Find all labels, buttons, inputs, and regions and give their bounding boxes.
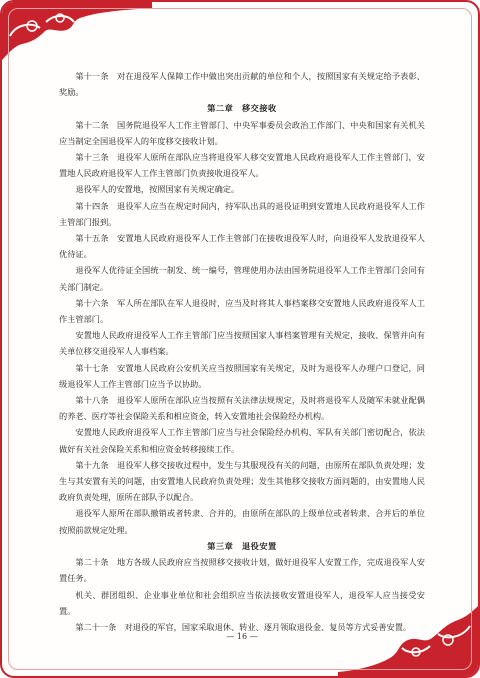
- chapter-2-heading: 第二章 移交接收: [207, 103, 277, 114]
- cloud-ornament-top-left-icon: [2, 2, 152, 62]
- article-20: 第二十条 地方各级人民政府应当按照移交接收计划，做好退役军人安置工作，完成退役军人安置任务。: [59, 557, 425, 584]
- article-17: 第十七条 安置地人民政府公安机关应当按照国家有关规定，及时为退役军人办理户口登记，同级退役军人工作主管部门应当予以协助。: [59, 362, 425, 389]
- article-15-para-2: 退役军人优待证全国统一制发、统一编号，管理使用办法由国务院退役军人工作主管部门会同有关部门制定。: [59, 265, 425, 292]
- chapter-3-heading: 第三章 退役安置: [207, 540, 277, 551]
- article-11: 第十一条 对在退役军人保障工作中做出突出贡献的单位和个人，按照国家有关规定给予表彰、奖励。: [59, 71, 425, 98]
- article-13: 第十三条 退役军人原所在部队应当将退役军人移交安置地人民政府退役军人工作主管部门，安置地人民政府退役军人工作主管部门负责接收退役军人。: [59, 152, 425, 179]
- article-13-para-2: 退役军人的安置地，按照国家有关规定确定。: [75, 184, 240, 195]
- article-18: 第十八条 退役军人原所在部队应当按照有关法律法规规定，及时将退役军人及随军未就业配偶的养老、医疗等社会保险关系和相应资金，转入安置地社会保险经办机构。: [59, 395, 425, 422]
- article-20-para-2: 机关、群团组织、企业事业单位和社会组织应当依法接收安置退役军人，退役军人应当接受安置。: [59, 589, 425, 616]
- article-16: 第十六条 军人所在部队在军人退役时，应当及时将其人事档案移交安置地人民政府退役军人工作主管部门。: [59, 297, 425, 325]
- article-14: 第十四条 退役军人应当在规定时间内，持军队出具的退役证明到安置地人民政府退役军人工作主管部门报到。: [59, 200, 425, 227]
- article-21: 第二十一条 对退役的军官，国家采取退休、转业、逐月领取退役金、复员等方式妥善安置。: [75, 621, 412, 632]
- page-number: — 16 —: [226, 632, 258, 641]
- document-body: [59, 68, 425, 635]
- article-18-para-2: 安置地人民政府退役军人工作主管部门应当与社会保险经办机构、军队有关部门密切配合，依法做好有关社会保险关系和相应资金转移接续工作。: [59, 427, 425, 454]
- article-15: 第十五条 安置地人民政府退役军人工作主管部门在接收退役军人时，向退役军人发放退役军人优待证。: [59, 233, 425, 260]
- article-12: 第十二条 国务院退役军人工作主管部门、中央军事委员会政治工作部门、中央和国家有关机关应当制定全国退役军人的年度移交接收计划。: [59, 119, 425, 146]
- article-16-para-2: 安置地人民政府退役军人工作主管部门应当按照国家人事档案管理有关规定，接收、保管并向有关单位移交退役军人人事档案。: [59, 330, 425, 357]
- article-19: 第十九条 退役军人移交接收过程中，发生与其服现役有关的问题，由原所在部队负责处理；发生与其安置有关的问题，由安置地人民政府负责处理；发生其他移交接收方面问题的，由安置地人民政府负责处理，原所在部队予以配合。: [59, 459, 425, 503]
- article-19-para-2: 退役军人原所在部队撤销或者转隶、合并的，由原所在部队的上级单位或者转隶、合并后的单位按照前款规定处理。: [59, 508, 425, 535]
